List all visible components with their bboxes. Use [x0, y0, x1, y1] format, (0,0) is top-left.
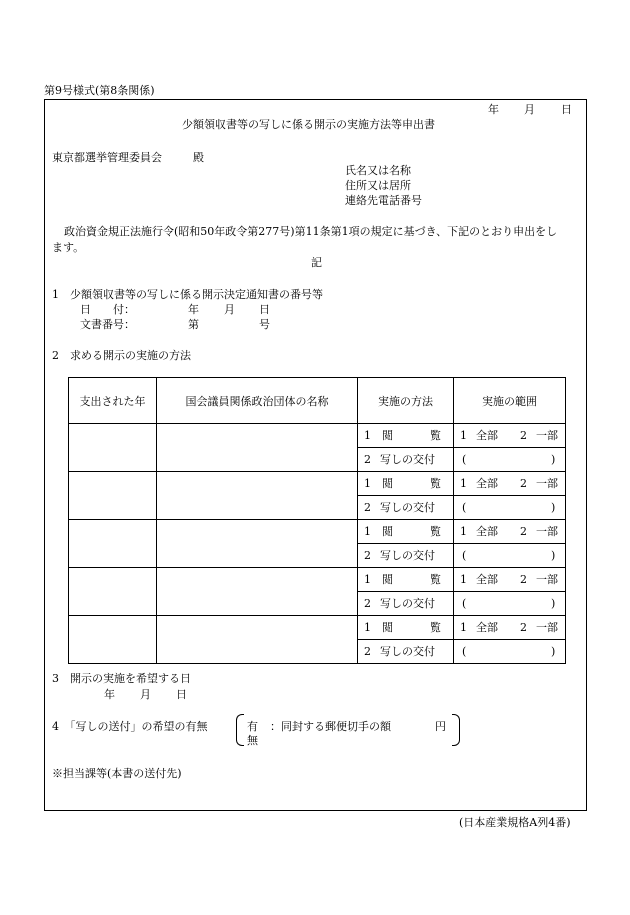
date-year: 年	[488, 103, 499, 116]
method-option2-label: 写しの交付	[380, 645, 435, 658]
right-bracket	[452, 714, 460, 746]
honorific: 殿	[193, 151, 204, 164]
paren-close: )	[551, 549, 556, 562]
section3-day: 日	[176, 688, 187, 701]
range-partial-detail	[454, 544, 565, 567]
method-option1-number: 1	[364, 429, 371, 442]
method-option2-number: 2	[364, 549, 371, 562]
table-row	[69, 424, 566, 472]
range-option1-label: 全部	[476, 573, 498, 586]
date-month: 月	[524, 103, 535, 116]
method-option-view	[358, 568, 453, 592]
table-header-row	[69, 378, 566, 424]
method-option2-label: 写しの交付	[380, 501, 435, 514]
range-option1-number: 1	[460, 477, 467, 490]
cell-org-name	[157, 520, 358, 568]
range-partial-detail	[454, 496, 565, 519]
method-option1-char-a: 閲	[382, 429, 393, 442]
method-option1-number: 1	[364, 525, 371, 538]
cell-range	[454, 568, 566, 616]
section3-heading: 3 開示の実施を希望する日	[52, 672, 191, 685]
range-option2-number: 2	[520, 525, 527, 538]
range-option2-number: 2	[520, 477, 527, 490]
cell-org-name	[157, 472, 358, 520]
method-option-view	[358, 520, 453, 544]
cell-year	[69, 568, 157, 616]
ki-mark: 記	[311, 256, 322, 269]
method-option-view	[358, 424, 453, 448]
range-option1-label: 全部	[476, 477, 498, 490]
table-row	[69, 472, 566, 520]
table-row	[69, 616, 566, 664]
paren-open: (	[462, 501, 467, 514]
method-option2-number: 2	[364, 453, 371, 466]
cell-org-name	[157, 616, 358, 664]
paren-close: )	[551, 501, 556, 514]
body-text-line2: ます。	[52, 241, 85, 254]
method-option1-char-a: 閲	[382, 621, 393, 634]
applicant-phone-label: 連絡先電話番号	[345, 194, 422, 207]
section2-heading: 2 求める開示の実施の方法	[52, 349, 191, 362]
method-option1-char-b: 覧	[430, 429, 441, 442]
range-partial-detail	[454, 592, 565, 615]
range-options	[454, 616, 565, 640]
range-option2-number: 2	[520, 573, 527, 586]
method-option2-label: 写しの交付	[380, 453, 435, 466]
paren-close: )	[551, 597, 556, 610]
cell-method	[358, 568, 454, 616]
range-options	[454, 568, 565, 592]
range-option2-label: 一部	[536, 429, 558, 442]
cell-range	[454, 520, 566, 568]
option-yes-detail: ：同封する郵便切手の額	[270, 720, 391, 733]
section3-year: 年	[104, 688, 115, 701]
addressee: 東京都選挙管理委員会	[52, 151, 162, 164]
applicant-address-label: 住所又は居所	[345, 179, 411, 192]
cell-year	[69, 616, 157, 664]
method-option1-char-a: 閲	[382, 573, 393, 586]
range-option2-number: 2	[520, 429, 527, 442]
range-options	[454, 472, 565, 496]
section1-month: 月	[224, 303, 235, 316]
method-option1-char-b: 覧	[430, 573, 441, 586]
section1-date-label: 日 付：	[80, 303, 135, 316]
header-method: 実施の方法	[358, 378, 454, 424]
section1-year: 年	[188, 303, 199, 316]
cell-method	[358, 472, 454, 520]
table-row	[69, 520, 566, 568]
section1-day: 日	[259, 303, 270, 316]
range-options	[454, 424, 565, 448]
range-option2-label: 一部	[536, 621, 558, 634]
cell-year	[69, 424, 157, 472]
option-no: 無	[247, 734, 258, 747]
section1-heading: 1 少額領収書等の写しに係る開示決定通知書の番号等	[52, 288, 323, 301]
table-row	[69, 568, 566, 616]
range-option1-label: 全部	[476, 525, 498, 538]
method-option1-char-a: 閲	[382, 477, 393, 490]
paren-close: )	[551, 645, 556, 658]
paren-open: (	[462, 549, 467, 562]
cell-method	[358, 520, 454, 568]
cell-year	[69, 472, 157, 520]
cell-method	[358, 616, 454, 664]
applicant-name-label: 氏名又は名称	[345, 164, 411, 177]
range-options	[454, 520, 565, 544]
cell-range	[454, 472, 566, 520]
cell-method	[358, 424, 454, 472]
cell-range	[454, 616, 566, 664]
section1-dai: 第	[188, 318, 199, 331]
range-option1-number: 1	[460, 573, 467, 586]
header-range: 実施の範囲	[454, 378, 566, 424]
method-option2-label: 写しの交付	[380, 549, 435, 562]
range-option1-label: 全部	[476, 621, 498, 634]
method-option1-char-b: 覧	[430, 621, 441, 634]
method-option-copy	[358, 448, 453, 471]
method-option-view	[358, 616, 453, 640]
form-title: 少額領収書等の写しに係る開示の実施方法等申出書	[182, 118, 435, 131]
section3-month: 月	[140, 688, 151, 701]
cell-org-name	[157, 424, 358, 472]
range-option1-label: 全部	[476, 429, 498, 442]
paper-size-note: (日本産業規格A列4番)	[459, 816, 571, 829]
left-bracket	[236, 714, 244, 746]
range-option1-number: 1	[460, 429, 467, 442]
method-option-copy	[358, 544, 453, 567]
disclosure-table	[68, 377, 566, 664]
section1-go: 号	[259, 318, 270, 331]
method-option2-number: 2	[364, 501, 371, 514]
paren-open: (	[462, 645, 467, 658]
method-option-copy	[358, 496, 453, 519]
date-day: 日	[561, 103, 572, 116]
method-option-copy	[358, 640, 453, 663]
paren-open: (	[462, 597, 467, 610]
yen-unit: 円	[435, 720, 446, 733]
range-option1-number: 1	[460, 621, 467, 634]
method-option1-char-b: 覧	[430, 477, 441, 490]
method-option1-number: 1	[364, 477, 371, 490]
range-option2-label: 一部	[536, 525, 558, 538]
range-option2-number: 2	[520, 621, 527, 634]
range-option1-number: 1	[460, 525, 467, 538]
method-option1-char-a: 閲	[382, 525, 393, 538]
range-partial-detail	[454, 448, 565, 471]
range-partial-detail	[454, 640, 565, 663]
method-option-copy	[358, 592, 453, 615]
range-option2-label: 一部	[536, 573, 558, 586]
cell-org-name	[157, 568, 358, 616]
section1-docnum-label: 文書番号：	[80, 318, 135, 331]
paren-close: )	[551, 453, 556, 466]
option-yes: 有	[247, 720, 258, 733]
range-option2-label: 一部	[536, 477, 558, 490]
method-option1-number: 1	[364, 573, 371, 586]
section4-heading: 4 「写しの送付」の希望の有無	[52, 720, 208, 733]
contact-section: ※担当課等(本書の送付先)	[52, 767, 182, 780]
method-option2-number: 2	[364, 645, 371, 658]
body-text-line1: 政治資金規正法施行令(昭和50年政令第277号)第11条第1項の規定に基づき、下記のとおり申出をし	[64, 225, 558, 238]
header-org-name: 国会議員関係政治団体の名称	[157, 378, 358, 424]
method-option1-number: 1	[364, 621, 371, 634]
header-year: 支出された年	[69, 378, 157, 424]
method-option-view	[358, 472, 453, 496]
method-option2-number: 2	[364, 597, 371, 610]
method-option2-label: 写しの交付	[380, 597, 435, 610]
method-option1-char-b: 覧	[430, 525, 441, 538]
cell-range	[454, 424, 566, 472]
form-number: 第9号様式(第8条関係)	[44, 84, 155, 97]
cell-year	[69, 520, 157, 568]
paren-open: (	[462, 453, 467, 466]
